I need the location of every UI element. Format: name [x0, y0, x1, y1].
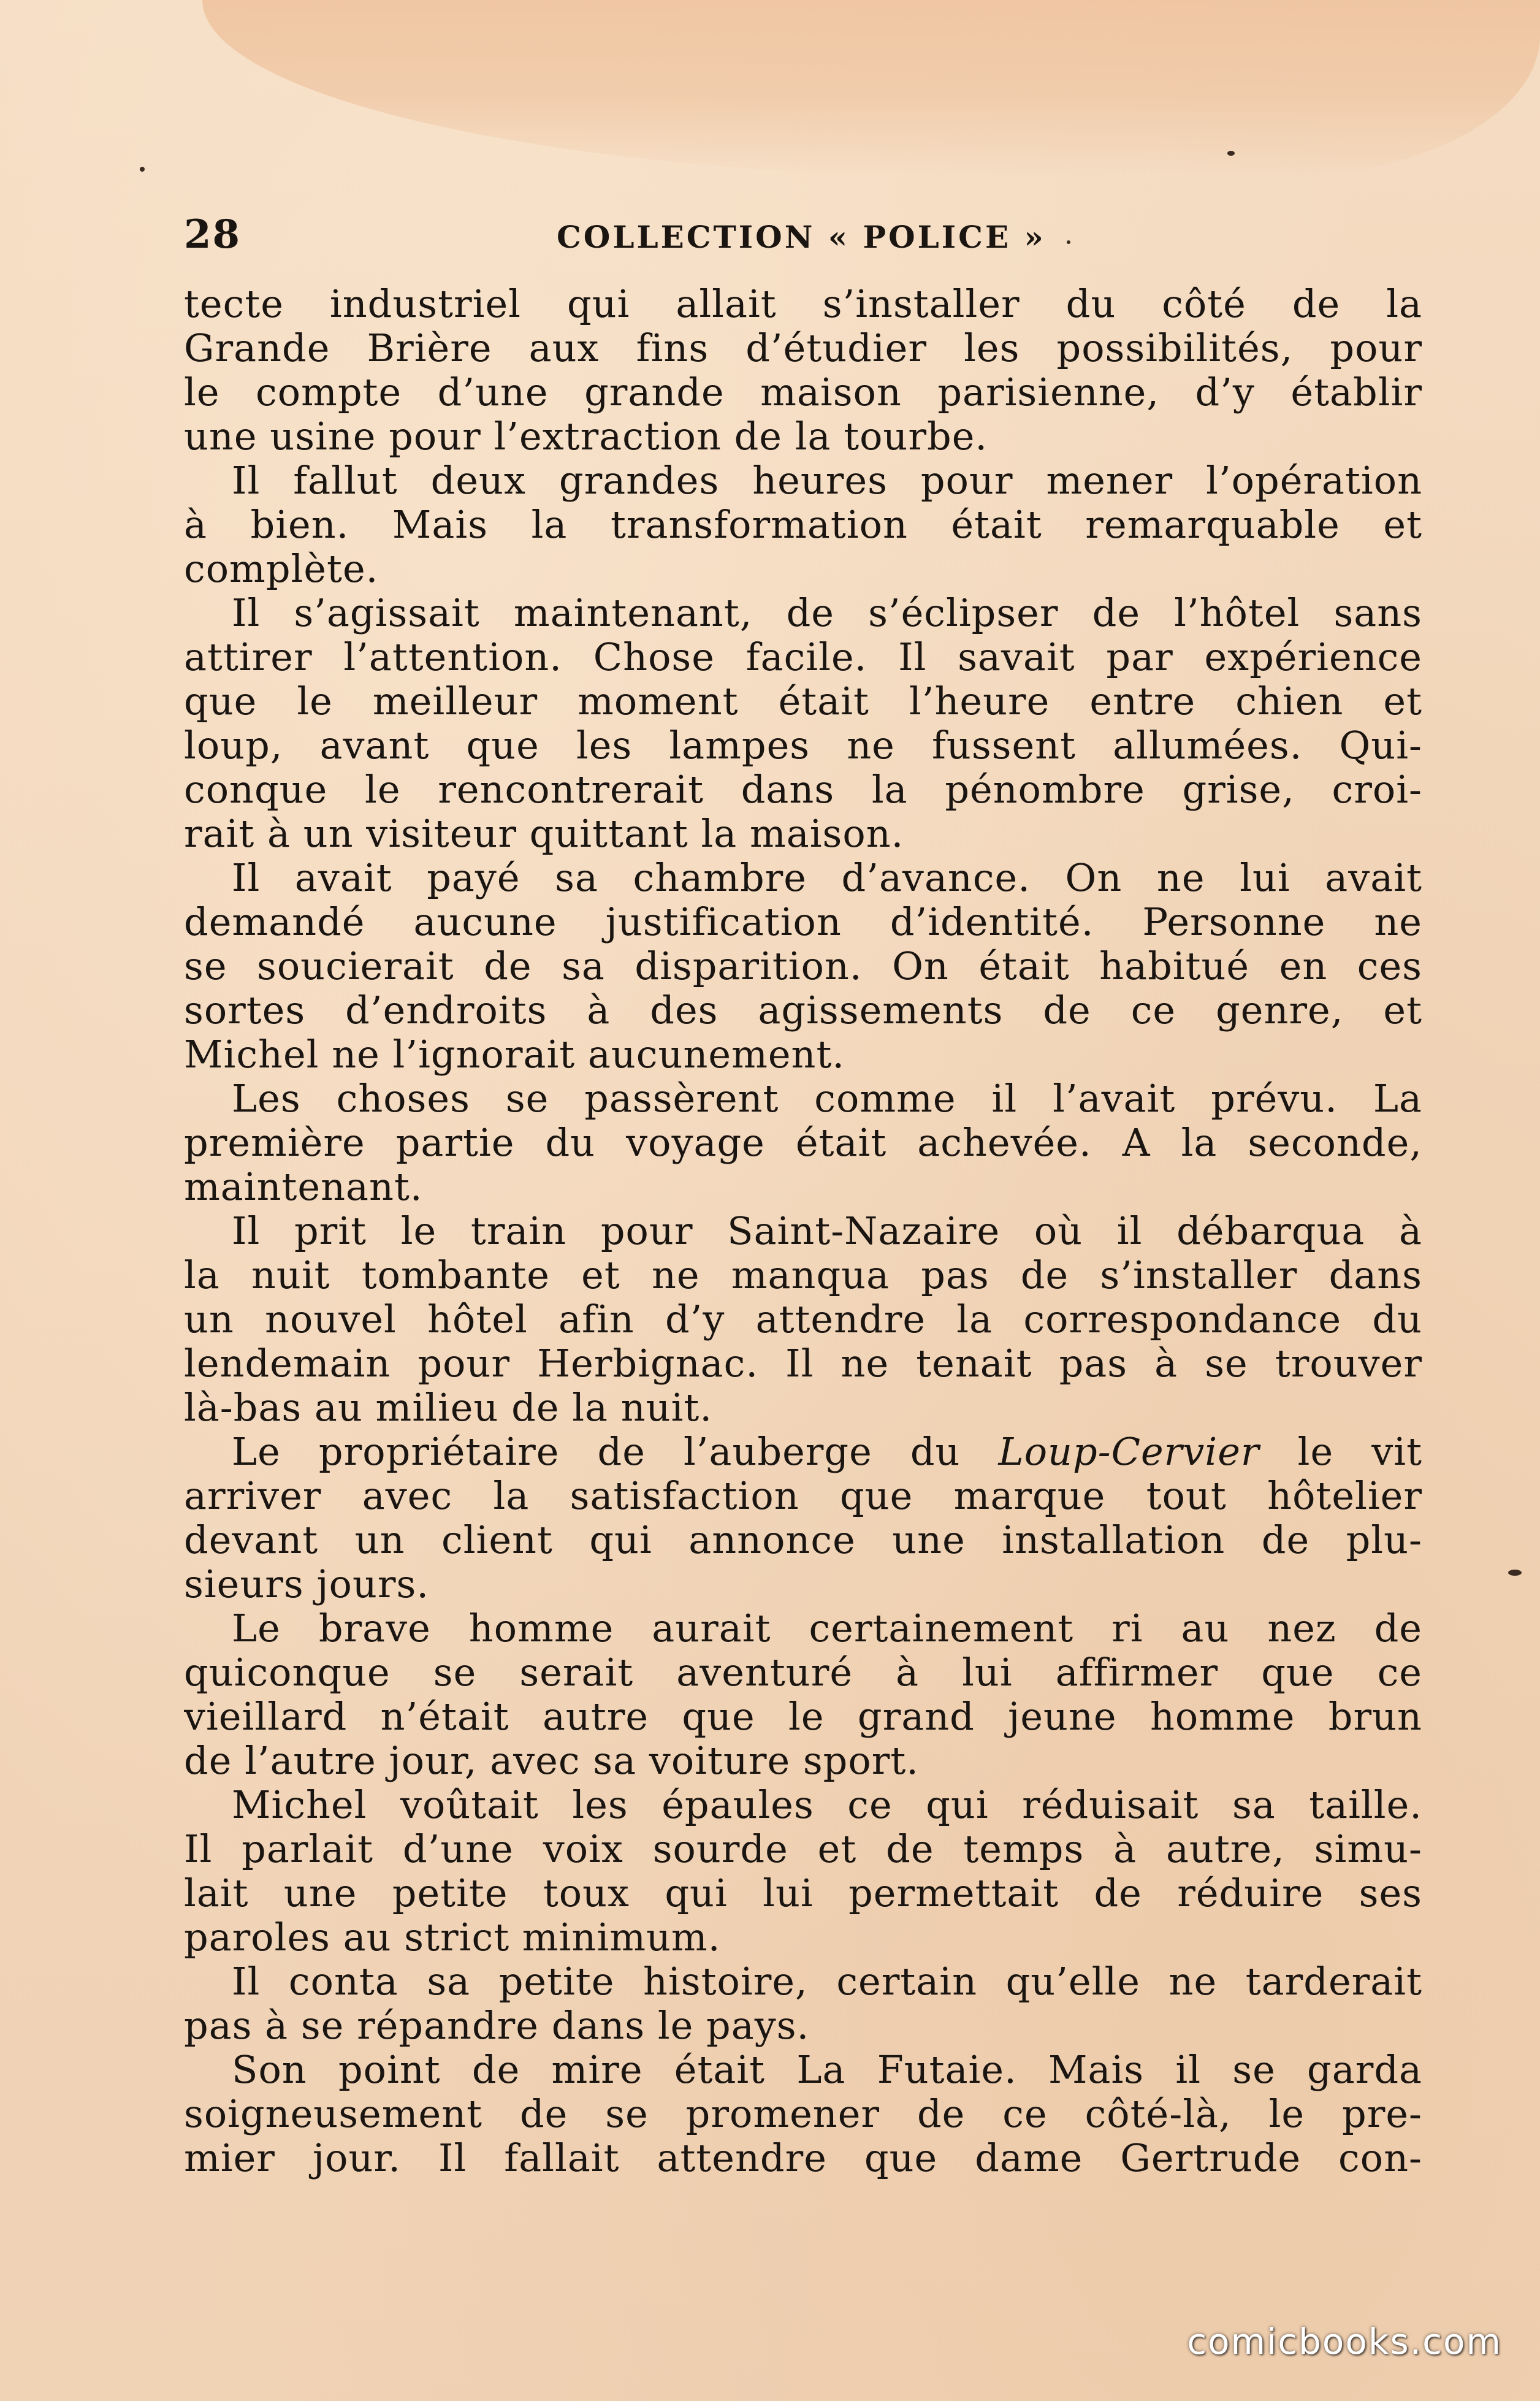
text-line-content [184, 503, 1422, 547]
text-line-content [184, 1342, 1422, 1386]
text-line [184, 1386, 1422, 1430]
text-line [184, 768, 1422, 812]
text-line-content [184, 282, 1422, 326]
text-line [184, 1739, 1422, 1783]
text-line-content [232, 1209, 1422, 1253]
text-line-text: mier jour. Il fallait attendre que dame Gertrude con- [184, 2136, 1422, 2180]
page-fold-shadow [202, 0, 1540, 178]
text-line-text: Il prit le train pour Saint-Nazaire où il débarqua à [232, 1209, 1422, 1253]
text-line-text: le compte d’une grande maison parisienne, d’y établir [184, 370, 1422, 414]
text-line [184, 370, 1422, 414]
text-line [184, 1077, 1422, 1121]
text-line [184, 503, 1422, 547]
text-line-content [232, 591, 1422, 635]
text-line [184, 1695, 1422, 1739]
text-line [184, 944, 1422, 988]
text-line-text: Le brave homme aurait certainement ri au nez de [232, 1606, 1422, 1651]
text-line-text: se soucierait de sa disparition. On était habitué en ces [184, 944, 1422, 988]
text-line-text: Son point de mire était La Futaie. Mais il se garda [232, 2048, 1422, 2092]
text-line [184, 1474, 1422, 1518]
text-line-content [184, 547, 1422, 591]
text-line-content [184, 1253, 1422, 1297]
text-line [184, 900, 1422, 944]
text-line [184, 1121, 1422, 1165]
text-line-content [232, 2048, 1422, 2092]
text-line [184, 2048, 1422, 2092]
text-line [184, 635, 1422, 679]
text-line-text: quiconque se serait aventuré à lui affirmer que ce [184, 1651, 1422, 1695]
text-line-text: tecte industriel qui allait s’installer du côté de la [184, 282, 1422, 326]
text-line-content [232, 1960, 1422, 2004]
text-line-content [184, 900, 1422, 944]
text-line-content [184, 1695, 1422, 1739]
text-line-text: un nouvel hôtel afin d’y attendre la correspondance du [184, 1297, 1422, 1342]
text-line [184, 459, 1422, 503]
text-line-text: Le propriétaire de l’auberge du [232, 1430, 961, 1474]
text-line [184, 1651, 1422, 1695]
text-line-content [184, 768, 1422, 812]
text-line-content [232, 1077, 1422, 1121]
text-line-content [184, 1518, 1422, 1562]
text-line [184, 414, 1422, 459]
text-line [184, 1960, 1422, 2004]
text-line-text: Michel voûtait les épaules ce qui réduisait sa taille. [232, 1783, 1422, 1827]
text-line-text: Il conta sa petite histoire, certain qu’elle ne tarderait [232, 1960, 1422, 2004]
text-line-text: première partie du voyage était achevée. A la seconde, [184, 1121, 1422, 1165]
text-line-content [184, 1651, 1422, 1695]
text-line-content [184, 1562, 1422, 1606]
ink-speck [140, 167, 145, 172]
text-line-content [232, 459, 1422, 503]
text-line-text: de l’autre jour, avec sa voiture sport. [184, 1739, 919, 1783]
text-line-content [184, 679, 1422, 723]
text-line-text: sieurs jours. [184, 1562, 430, 1606]
text-line-content [184, 414, 1422, 459]
text-line-content [184, 370, 1422, 414]
text-line [184, 1297, 1422, 1342]
text-line-content [184, 2092, 1422, 2136]
text-line-content [184, 1474, 1422, 1518]
page-number: 28 [184, 212, 242, 258]
text-line-text: soigneusement de se promener de ce côté-là, le pre- [184, 2092, 1422, 2136]
text-line-content [232, 1430, 1422, 1474]
text-line [184, 1165, 1422, 1209]
text-line-text: Grande Brière aux fins d’étudier les possibilités, pour [184, 326, 1422, 370]
text-line [184, 812, 1422, 856]
text-line [184, 547, 1422, 591]
text-line-text: sortes d’endroits à des agissements de ce genre, et [184, 988, 1422, 1033]
text-line [184, 856, 1422, 900]
text-line [184, 679, 1422, 723]
text-line-text: la nuit tombante et ne manqua pas de s’installer dans [184, 1253, 1422, 1297]
text-line-text: rait à un visiteur quittant la maison. [184, 812, 904, 856]
ink-speck [1508, 1570, 1522, 1576]
text-line [184, 1562, 1422, 1606]
ink-speck [1067, 240, 1070, 244]
text-line [184, 2136, 1422, 2180]
running-head: COLLECTION « POLICE » [557, 219, 1046, 255]
text-line-content [184, 1297, 1422, 1342]
text-line [184, 1871, 1422, 1915]
text-line-content [184, 2004, 1422, 2048]
text-line-text: une usine pour l’extraction de la tourbe. [184, 414, 988, 459]
text-line-text: paroles au strict minimum. [184, 1915, 721, 1960]
text-line-text: Les choses se passèrent comme il l’avait prévu. La [232, 1077, 1422, 1121]
text-line [184, 1915, 1422, 1960]
text-line-text: là-bas au milieu de la nuit. [184, 1386, 713, 1430]
text-line-text: Il avait payé sa chambre d’avance. On ne lui avait [232, 856, 1422, 900]
text-line-text: loup, avant que les lampes ne fussent allumées. Qui- [184, 723, 1422, 768]
text-line-content [184, 635, 1422, 679]
text-line-content [184, 1871, 1422, 1915]
text-line [184, 1209, 1422, 1253]
text-line-text: Il fallut deux grandes heures pour mener l’opération [232, 459, 1422, 503]
page-header [184, 212, 1422, 261]
text-line-content [184, 1827, 1422, 1871]
text-line-text: Il s’agissait maintenant, de s’éclipser de l’hôtel sans [232, 591, 1422, 635]
text-line-text: attirer l’attention. Chose facile. Il savait par expérience [184, 635, 1422, 679]
watermark: comicbooks.com [1187, 2321, 1502, 2362]
body-text [184, 282, 1422, 2180]
text-line [184, 1783, 1422, 1827]
text-line-content [232, 1783, 1422, 1827]
text-line-text: arriver avec la satisfaction que marque tout hôtelier [184, 1474, 1422, 1518]
text-line [184, 1827, 1422, 1871]
text-line-content [184, 1739, 1422, 1783]
text-line [184, 1253, 1422, 1297]
text-line-content [232, 1606, 1422, 1651]
text-line-content [184, 326, 1422, 370]
text-line [184, 282, 1422, 326]
text-line-content [184, 723, 1422, 768]
text-line-text: pas à se répandre dans le pays. [184, 2004, 810, 2048]
text-line [184, 1342, 1422, 1386]
text-line-content [184, 988, 1422, 1033]
text-line [184, 988, 1422, 1033]
text-line [184, 591, 1422, 635]
text-line-text: complète. [184, 547, 379, 591]
text-line [184, 1430, 1422, 1474]
italic-name: Loup-Cervier [998, 1430, 1260, 1474]
text-line-content [184, 944, 1422, 988]
text-line-content [184, 1121, 1422, 1165]
text-line-text: Il parlait d’une voix sourde et de temps à autre, simu- [184, 1827, 1422, 1871]
text-line-text: devant un client qui annonce une installation de plu- [184, 1518, 1422, 1562]
text-line [184, 723, 1422, 768]
text-line [184, 1033, 1422, 1077]
text-line-content [232, 856, 1422, 900]
text-line-text: lendemain pour Herbignac. Il ne tenait pas à se trouver [184, 1342, 1422, 1386]
text-line-tail: le vit [1297, 1430, 1422, 1474]
text-line-text: vieillard n’était autre que le grand jeune homme brun [184, 1695, 1422, 1739]
text-line-text: à bien. Mais la transformation était remarquable et [184, 503, 1422, 547]
text-line-content [184, 1386, 1422, 1430]
text-line [184, 1518, 1422, 1562]
text-line-text: conque le rencontrerait dans la pénombre grise, croi- [184, 768, 1422, 812]
text-line-text: demandé aucune justification d’identité. Personne ne [184, 900, 1422, 944]
ink-speck [1227, 151, 1235, 156]
text-line [184, 326, 1422, 370]
text-line-content [184, 1915, 1422, 1960]
text-line [184, 2004, 1422, 2048]
text-line-content [184, 812, 1422, 856]
text-line-text: Michel ne l’ignorait aucunement. [184, 1033, 845, 1077]
text-line-text: lait une petite toux qui lui permettait de réduire ses [184, 1871, 1422, 1915]
text-line-content [184, 2136, 1422, 2180]
text-line-text: que le meilleur moment était l’heure entre chien et [184, 679, 1422, 723]
text-line [184, 1606, 1422, 1651]
text-line-text: maintenant. [184, 1165, 423, 1209]
text-line-content [184, 1033, 1422, 1077]
text-line [184, 2092, 1422, 2136]
text-line-content [184, 1165, 1422, 1209]
